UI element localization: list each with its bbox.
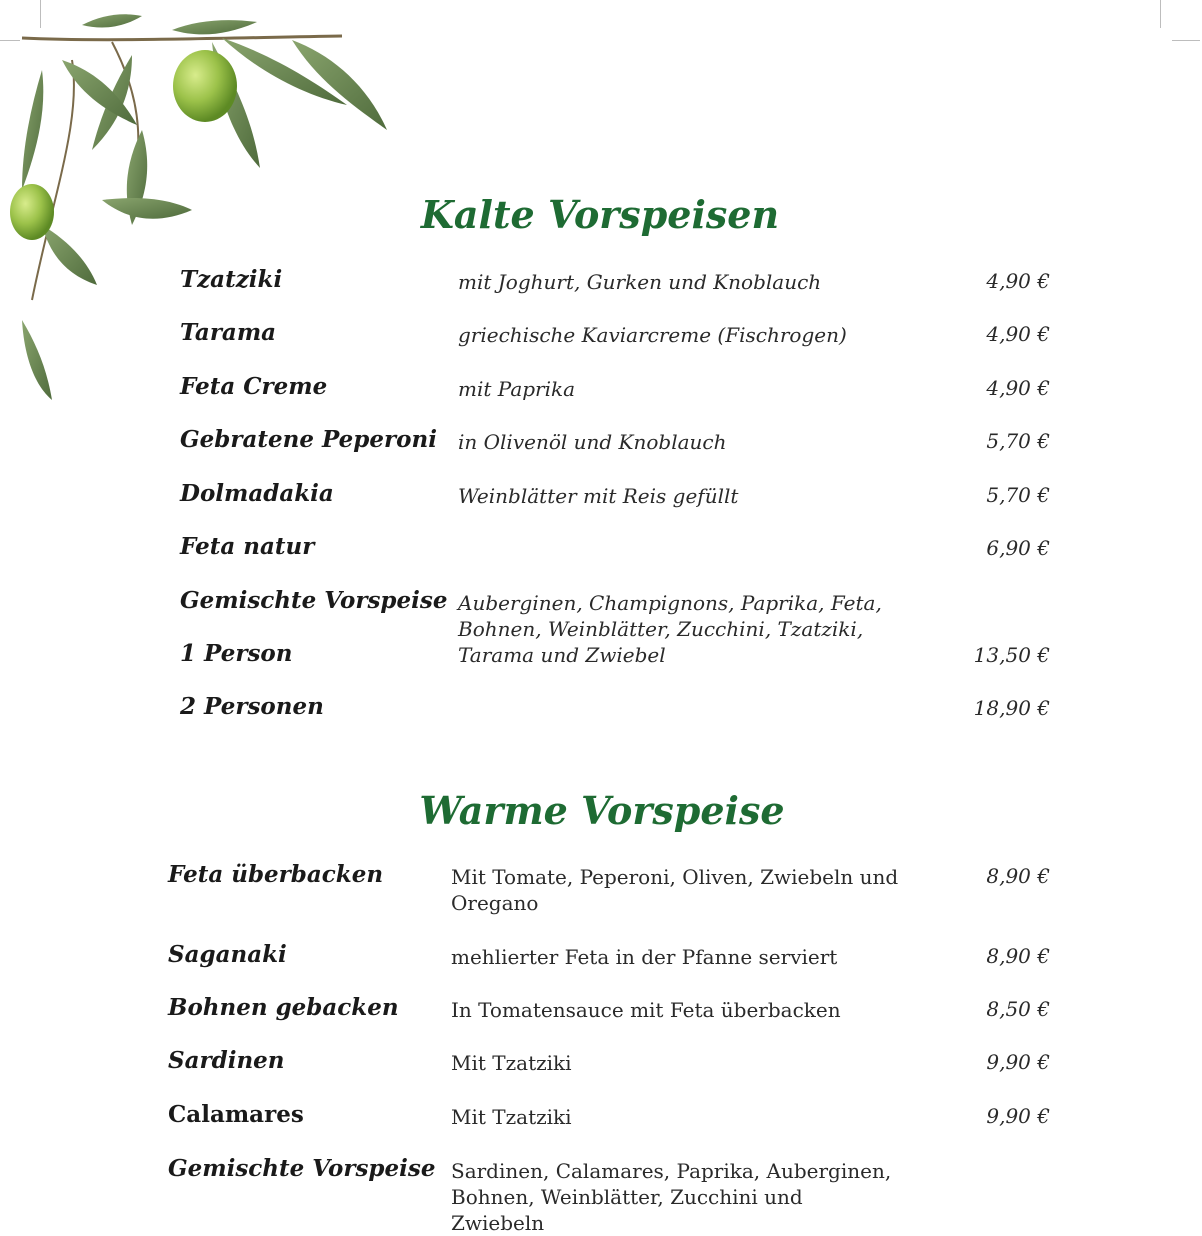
menu-item-feta-creme	[0, 373, 1200, 433]
item-name: Saganaki	[168, 941, 287, 968]
item-description: Mit Tzatziki	[451, 1051, 572, 1075]
menu-item-bohnen-gebacken	[0, 994, 1200, 1054]
menu-item-tzatziki	[0, 266, 1200, 326]
item-name: Dolmadakia	[180, 480, 334, 507]
item-name: Tzatziki	[180, 266, 283, 293]
menu-item-1-person	[0, 640, 1200, 700]
item-price: 5,70 €	[986, 429, 1050, 453]
menu-item-sardinen	[0, 1047, 1200, 1107]
item-description: mit Paprika	[458, 377, 576, 401]
item-name: 2 Personen	[180, 693, 324, 720]
menu-item-tarama	[0, 319, 1200, 379]
item-description: griechische Kaviarcreme (Fischrogen)	[458, 323, 847, 347]
item-name: Sardinen	[168, 1047, 285, 1074]
crop-mark-top-right	[1160, 0, 1161, 28]
section-title-kalte-vorspeisen: Kalte Vorspeisen	[420, 192, 780, 237]
item-name: Gebratene Peperoni	[180, 426, 437, 453]
item-description: mit Joghurt, Gurken und Knoblauch	[458, 270, 822, 294]
menu-item-feta-ueberbacken	[0, 861, 1200, 921]
item-name: 1 Person	[180, 640, 293, 667]
item-description: In Tomatensauce mit Feta überbacken	[451, 998, 841, 1022]
item-name: Bohnen gebacken	[168, 994, 399, 1021]
item-description: in Olivenöl und Knoblauch	[458, 430, 727, 454]
menu-item-saganaki	[0, 941, 1200, 1001]
item-price: 9,90 €	[986, 1104, 1050, 1128]
item-price: 8,90 €	[986, 944, 1050, 968]
menu-item-feta-natur	[0, 533, 1200, 593]
crop-mark-right	[1172, 40, 1200, 41]
item-price: 9,90 €	[986, 1050, 1050, 1074]
item-price: 6,90 €	[986, 536, 1050, 560]
item-description: Mit Tomate, Peperoni, Oliven, Zwiebeln und Oregano	[451, 865, 899, 915]
item-price: 18,90 €	[973, 696, 1050, 720]
item-name: Gemischte Vorspeise	[168, 1155, 436, 1182]
item-price: 4,90 €	[986, 376, 1050, 400]
item-price: 4,90 €	[986, 269, 1050, 293]
item-price: 8,90 €	[986, 864, 1050, 888]
item-name: Feta Creme	[180, 373, 328, 400]
menu-item-calamares	[0, 1101, 1200, 1161]
menu-item-gemischte-vorspeise-warm	[0, 1155, 1200, 1235]
item-description: Sardinen, Calamares, Paprika, Auberginen, Bohnen, Weinblätter, Zucchini und Zwiebeln	[451, 1159, 892, 1235]
section-title-warme-vorspeise: Warme Vorspeise	[419, 788, 785, 833]
item-price: 4,90 €	[986, 322, 1050, 346]
item-description: mehlierter Feta in der Pfanne serviert	[451, 945, 838, 969]
item-name: Feta natur	[180, 533, 315, 560]
item-name: Feta überbacken	[168, 861, 384, 888]
menu-item-gebratene-peperoni	[0, 426, 1200, 486]
menu-item-2-personen	[0, 693, 1200, 753]
item-price: 5,70 €	[986, 483, 1050, 507]
item-description: Mit Tzatziki	[451, 1105, 572, 1129]
item-description: Auberginen, Champignons, Paprika, Feta, Bohnen, Weinblätter, Zucchini, Tzatziki, Tarama und Zwiebel	[458, 591, 882, 667]
item-name: Tarama	[180, 319, 277, 346]
item-name: Calamares	[168, 1101, 304, 1128]
item-name: Gemischte Vorspeise	[180, 587, 448, 614]
item-price: 8,50 €	[986, 997, 1050, 1021]
item-description: Weinblätter mit Reis gefüllt	[458, 484, 739, 508]
item-price: 13,50 €	[973, 643, 1050, 667]
menu-item-dolmadakia	[0, 480, 1200, 540]
crop-mark-left	[0, 40, 20, 41]
